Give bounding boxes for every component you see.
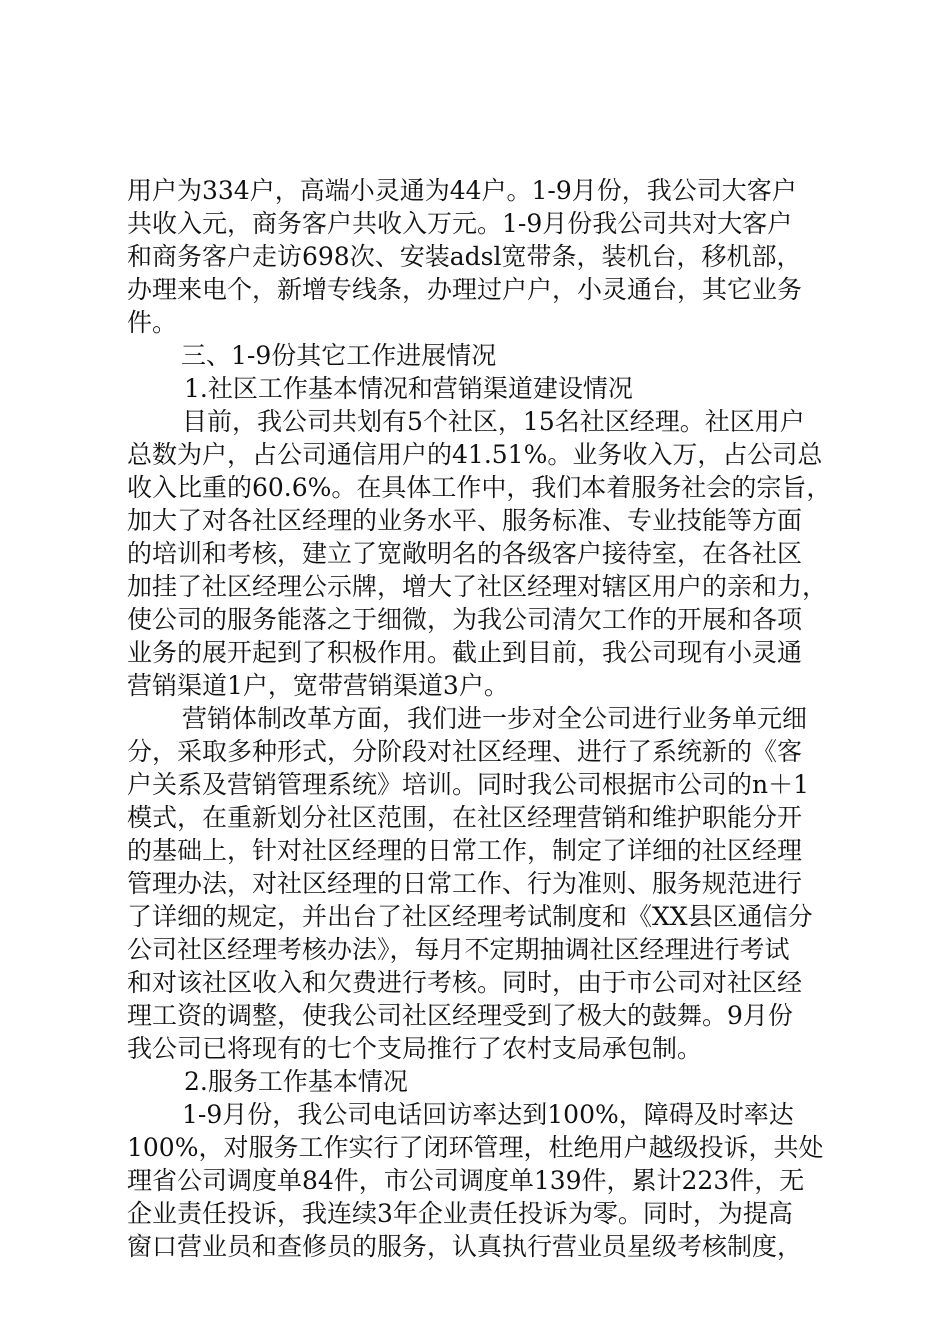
- text-line: 业务的展开起到了积极作用。截止到目前，我公司现有小灵通: [127, 638, 803, 667]
- text-line: 总数为户，占公司通信用户的41.51%。业务收入万，占公司总: [127, 440, 823, 469]
- text-line: 100%，对服务工作实行了闭环管理，杜绝用户越级投诉，共处: [127, 1133, 824, 1162]
- text-line: 公司社区经理考核办法》，每月不定期抽调社区经理进行考试: [127, 935, 790, 964]
- text-line: 共收入元，商务客户共收入万元。1-9月份我公司共对大客户: [127, 209, 793, 238]
- text-line: 营销体制改革方面，我们进一步对全公司进行业务单元细: [182, 704, 808, 733]
- text-line: 我公司已将现有的七个支局推行了农村支局承包制。: [127, 1034, 703, 1063]
- text-line: 加挂了社区经理公示牌，增大了社区经理对辖区用户的亲和力，: [127, 572, 828, 601]
- text-line: 和对该社区收入和欠费进行考核。同时，由于市公司对社区经: [127, 968, 803, 997]
- text-line: 理省公司调度单84件，市公司调度单139件，累计223件，无: [127, 1166, 805, 1195]
- text-line: 目前，我公司共划有5个社区，15名社区经理。社区用户: [182, 407, 805, 436]
- text-line: 营销渠道1户，宽带营销渠道3户。: [127, 671, 509, 700]
- text-line: 收入比重的60.6%。在具体工作中，我们本着服务社会的宗旨，: [127, 473, 832, 502]
- text-line: 加大了对各社区经理的业务水平、服务标准、专业技能等方面: [127, 506, 803, 535]
- text-line: 理工资的调整，使我公司社区经理受到了极大的鼓舞。9月份: [127, 1001, 793, 1030]
- text-line: 分，采取多种形式，分阶段对社区经理、进行了系统新的《客: [127, 737, 803, 766]
- text-line: 件。: [127, 308, 178, 337]
- text-line: 了详细的规定，并出台了社区经理考试制度和《XX县区通信分: [127, 902, 813, 931]
- text-line: 的基础上，针对社区经理的日常工作，制定了详细的社区经理: [127, 836, 803, 865]
- text-line: 的培训和考核，建立了宽敞明名的各级客户接待室，在各社区: [127, 539, 803, 568]
- text-line: 用户为334户，高端小灵通为44户。1-9月份，我公司大客户: [127, 176, 797, 205]
- text-line: 模式，在重新划分社区范围，在社区经理营销和维护职能分开: [127, 803, 803, 832]
- text-line: 户关系及营销管理系统》培训。同时我公司根据市公司的n＋1: [127, 770, 810, 799]
- section-heading: 三、1-9份其它工作进展情况: [181, 341, 497, 370]
- subsection-heading: 1.社区工作基本情况和营销渠道建设情况: [184, 374, 633, 403]
- text-line: 办理来电个，新增专线条，办理过户户，小灵通台，其它业务: [127, 275, 803, 304]
- text-line: 使公司的服务能落之于细微，为我公司清欠工作的开展和各项: [127, 605, 803, 634]
- text-line: 企业责任投诉，我连续3年企业责任投诉为零。同时，为提高: [127, 1199, 793, 1228]
- subsection-heading: 2.服务工作基本情况: [184, 1067, 408, 1096]
- text-line: 和商务客户走访698次、安装adsl宽带条，装机台，移机部，: [127, 242, 802, 271]
- text-line: 管理办法，对社区经理的日常工作、行为准则、服务规范进行: [127, 869, 803, 898]
- text-line: 窗口营业员和查修员的服务，认真执行营业员星级考核制度，: [127, 1232, 803, 1261]
- text-line: 1-9月份，我公司电话回访率达到100%，障碍及时率达: [182, 1100, 794, 1129]
